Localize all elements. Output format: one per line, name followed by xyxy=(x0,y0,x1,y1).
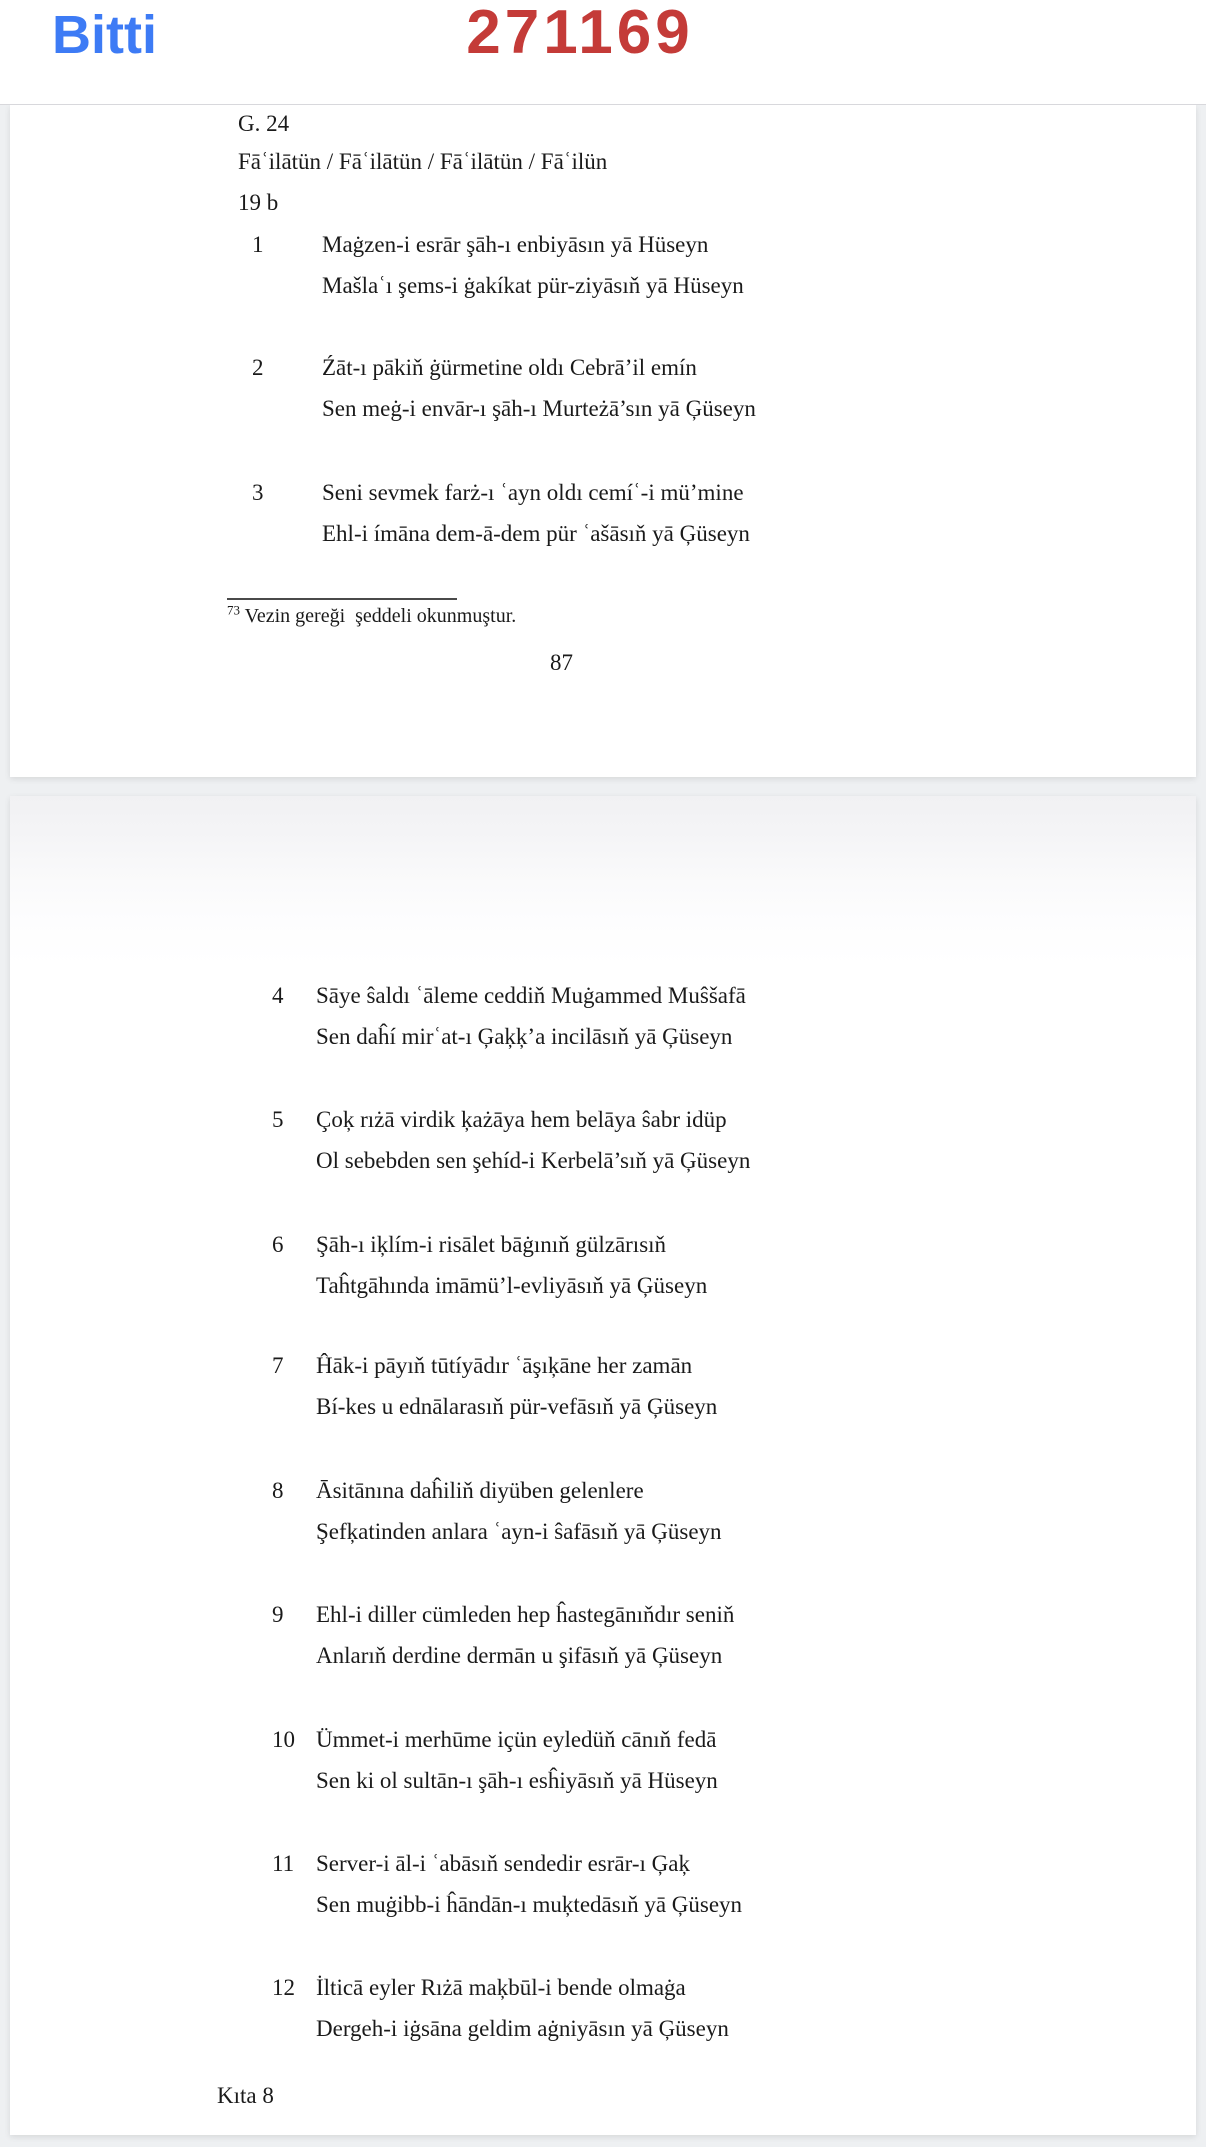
scanned-page-1 xyxy=(10,105,1196,777)
verse-line: Āsitānına daĥiliň diyüben gelenlere xyxy=(316,1478,644,1503)
bitti-done-button[interactable]: Bitti xyxy=(52,5,157,65)
couplet-number: 3 xyxy=(252,480,264,505)
meter-line: Fāʿilātün / Fāʿilātün / Fāʿilātün / Fāʿilün xyxy=(238,149,608,174)
verse-line: Anlarıň derdine dermān u şifāsıň yā Ģüseyn xyxy=(316,1643,723,1668)
verse-line: Ehl-i ímāna dem-ā-dem pür ʿašāsıň yā Ģüseyn xyxy=(322,521,750,546)
verse-line: Dergeh-i iġsāna geldim aġniyāsın yā Ģüseyn xyxy=(316,2016,729,2041)
verse-line: Ümmet-i merhūme içün eyledüň cānıň fedā xyxy=(316,1727,717,1752)
couplet-number: 8 xyxy=(272,1478,284,1503)
verse-line: Şāh-ı iķlím-i risālet bāġınıň gülzārısıň xyxy=(316,1232,667,1257)
document-number: 271169 xyxy=(466,0,694,67)
couplet-number: 10 xyxy=(272,1727,295,1752)
verse-line: Mašlaʿı şems-i ġakíkat pür-ziyāsıň yā Hüseyn xyxy=(322,273,744,298)
couplet-number: 1 xyxy=(252,232,264,257)
footnote-marker: 73 xyxy=(227,602,240,618)
couplet-number: 4 xyxy=(272,983,284,1008)
couplet-number: 2 xyxy=(252,355,264,380)
footnote-rule xyxy=(227,598,457,600)
verse-line: İlticā eyler Rıżā maķbūl-i bende olmaġa xyxy=(316,1975,686,2000)
verse-line: Çoķ rıżā virdik ķażāya hem belāya ŝabr idüp xyxy=(316,1107,727,1132)
verse-line: Ehl-i diller cümleden hep ĥastegānıňdır seniň xyxy=(316,1602,735,1627)
couplet-number: 9 xyxy=(272,1602,284,1627)
couplet-number: 7 xyxy=(272,1353,284,1378)
verse-line: Seni sevmek farż-ı ʿayn oldı cemíʿ-i mü’mine xyxy=(322,480,744,505)
verse-line: Źāt-ı pākiň ġürmetine oldı Cebrā’il emín xyxy=(322,355,697,380)
scanned-page-2 xyxy=(10,796,1196,2135)
verse-line: Sen daĥí mirʿat-ı Ģaķķ’a incilāsıň yā Ģüseyn xyxy=(316,1024,733,1049)
verse-line: Sen muġibb-i ĥāndān-ı muķtedāsıň yā Ģüseyn xyxy=(316,1892,743,1917)
verse-line: Ĥāk-i pāyıň tūtíyādır ʿāşıķāne her zamān xyxy=(316,1353,693,1378)
couplet-number: 5 xyxy=(272,1107,284,1132)
verse-line: Bí-kes u ednālarasıň pür-vefāsıň yā Ģüseyn xyxy=(316,1394,718,1419)
couplet-number: 6 xyxy=(272,1232,284,1257)
folio-marker: 19 b xyxy=(238,190,279,215)
verse-line: Sen ki ol sultān-ı şāh-ı esĥiyāsıň yā Hüseyn xyxy=(316,1768,718,1793)
footnote-text: Vezin gereği şeddeli okunmuştur. xyxy=(244,605,517,627)
verse-line: Ol sebebden sen şehíd-i Kerbelā’sıň yā Ģüseyn xyxy=(316,1148,751,1173)
footnote xyxy=(227,602,517,628)
couplet-number: 11 xyxy=(272,1851,295,1876)
navigation-bar xyxy=(0,0,1206,105)
verse-line: Sen meġ-i envār-ı şāh-ı Murteżā’sın yā Ģüseyn xyxy=(322,396,756,421)
kita-heading: Kıta 8 xyxy=(217,2083,274,2108)
verse-line: Maġzen-i esrār şāh-ı enbiyāsın yā Hüseyn xyxy=(322,232,709,257)
couplet-number: 12 xyxy=(272,1975,295,2000)
verse-line: Taĥtgāhında imāmü’l-evliyāsıň yā Ģüseyn xyxy=(316,1273,708,1298)
verse-line: Sāye ŝaldı ʿāleme ceddiň Muġammed Muŝšafā xyxy=(316,983,746,1008)
verse-line: Server-i āl-i ʿabāsıň sendedir esrār-ı Ģaķ xyxy=(316,1851,690,1876)
page-number: 87 xyxy=(550,650,573,675)
verse-line: Şefķatinden anlara ʿayn-i ŝafāsıň yā Ģüseyn xyxy=(316,1519,722,1544)
ghazal-heading: G. 24 xyxy=(238,111,290,136)
